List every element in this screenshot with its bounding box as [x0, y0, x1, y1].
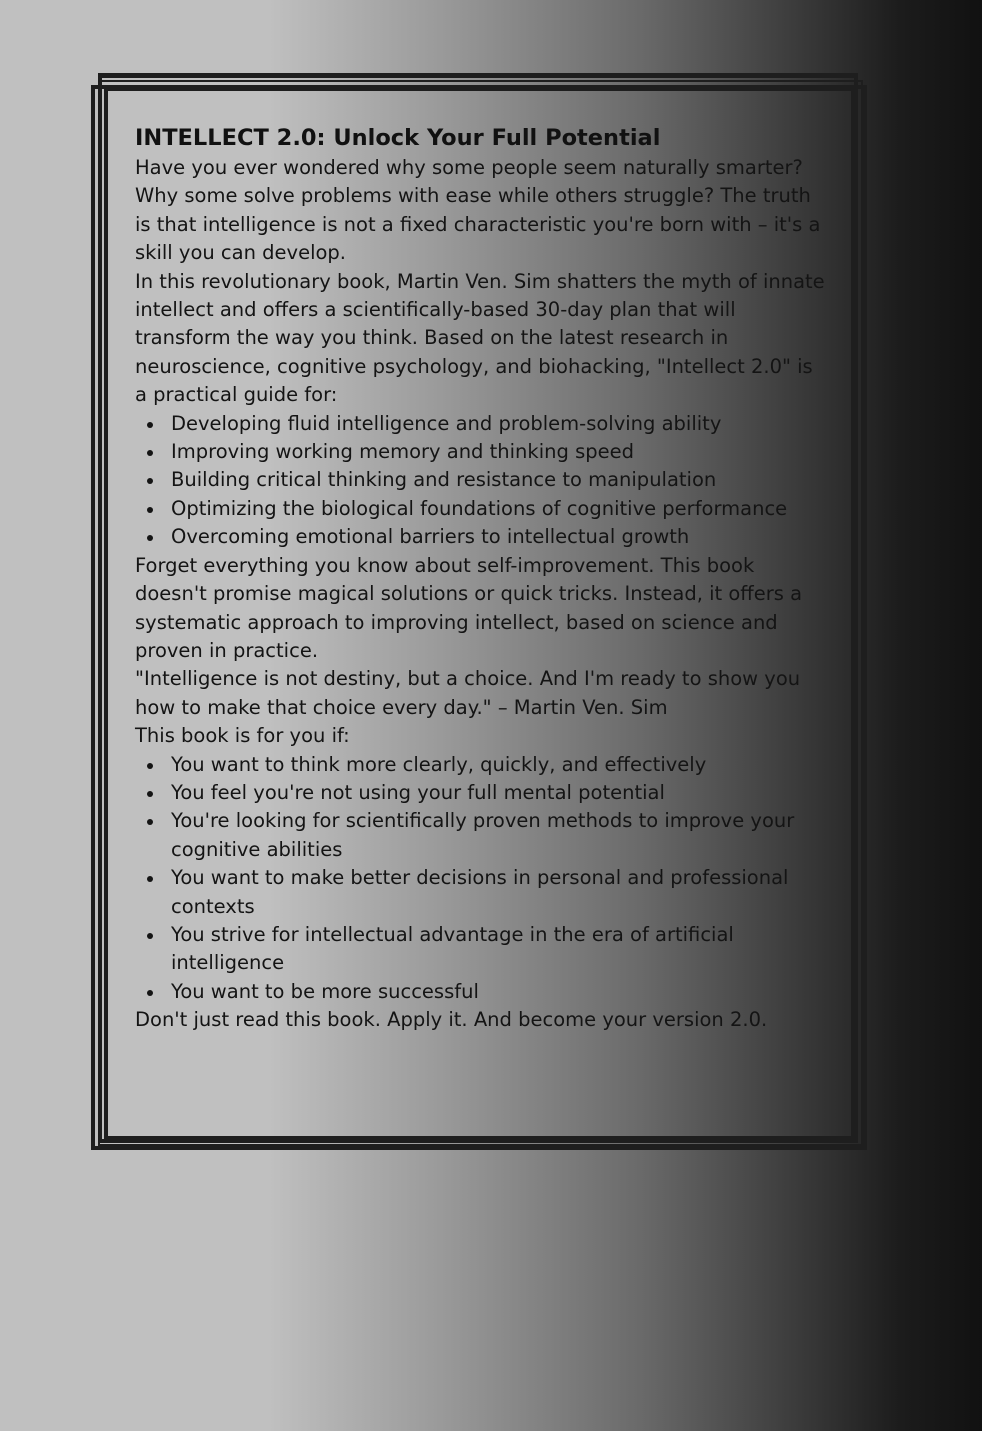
audience-heading: This book is for you if:: [135, 724, 350, 748]
list-item: Optimizing the biological foundations of cognitive performance: [171, 495, 830, 523]
audience-list: [135, 751, 830, 1007]
list-item: Developing fluid intelligence and problem-solving ability: [171, 410, 830, 438]
self-improvement-paragraph: Forget everything you know about self-improvement. This book doesn't promise magical solutions or quick tricks. Instead, it offers a systematic approach to improving intellect, based on science and proven in practice.: [135, 553, 803, 662]
list-item: Building critical thinking and resistance to manipulation: [171, 466, 830, 494]
list-item: Overcoming emotional barriers to intellectual growth: [171, 523, 830, 551]
closing-line: Don't just read this book. Apply it. And become your version 2.0.: [135, 1008, 768, 1032]
guide-topics-list: [135, 410, 830, 552]
list-item: You want to make better decisions in personal and professional contexts: [171, 864, 830, 921]
author-quote: "Intelligence is not destiny, but a choice. And I'm ready to show you how to make that choice every day." – Martin Ven. Sim: [135, 667, 801, 719]
book-description: [135, 122, 830, 1035]
book-title: INTELLECT 2.0: Unlock Your Full Potential: [135, 125, 661, 151]
list-item: You want to think more clearly, quickly, and effectively: [171, 751, 830, 779]
intro-paragraph-2: In this revolutionary book, Martin Ven. Sim shatters the myth of innate intellect and offers a scientifically-based 30-day plan that will transform the way you think. Based on the latest research in neuroscience, cognitive psychology, and biohacking, "Intellect 2.0" is a practical guide for:: [135, 269, 825, 407]
intro-paragraph-1: Have you ever wondered why some people seem naturally smarter? Why some solve problems with ease while others struggle? The truth is that intelligence is not a fixed characteristic you're born with – it's a skill you can develop.: [135, 156, 821, 265]
list-item: You want to be more successful: [171, 978, 830, 1006]
list-item: Improving working memory and thinking speed: [171, 438, 830, 466]
list-item: You feel you're not using your full mental potential: [171, 779, 830, 807]
list-item: You strive for intellectual advantage in the era of artificial intelligence: [171, 921, 830, 978]
list-item: You're looking for scientifically proven methods to improve your cognitive abilities: [171, 807, 830, 864]
